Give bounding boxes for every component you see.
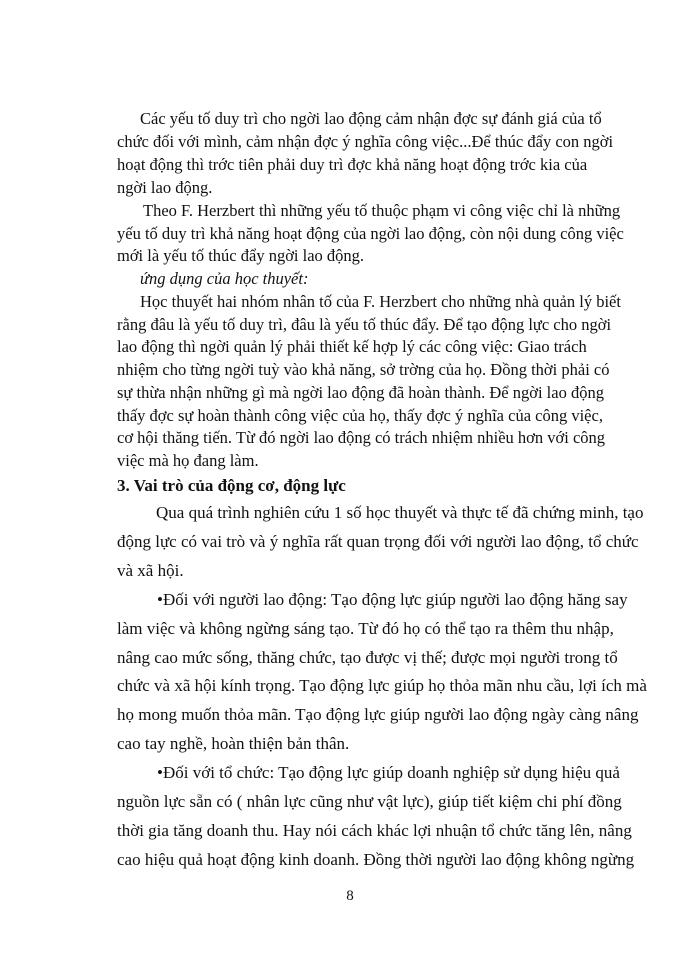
text-line: cao tay nghề, hoàn thiện bản thân. <box>117 734 350 753</box>
text-line: cơ hội thăng tiến. Từ đó ngời lao động có trách nhiệm nhiều hơn với công <box>117 428 606 447</box>
section-heading: 3. Vai trò của động cơ, động lực <box>117 476 346 495</box>
bullet-paragraph-line: •Đối với tổ chức: Tạo động lực giúp doanh nghiệp sử dụng hiệu quả <box>157 763 620 782</box>
text-line: làm việc và không ngừng sáng tạo. Từ đó họ có thể tạo ra thêm thu nhập, <box>117 619 614 638</box>
text-line: sự thừa nhận những gì mà ngời lao động đã hoàn thành. Để ngời lao động <box>117 383 604 402</box>
text-line: cao hiệu quả hoạt động kinh doanh. Đồng thời người lao động không ngừng <box>117 850 635 869</box>
text-line: Học thuyết hai nhóm nhân tố của F. Herzbert cho những nhà quản lý biết <box>140 292 621 311</box>
text-line: thấy đợc sự hoàn thành công việc của họ, thấy đợc ý nghĩa của công việc, <box>117 406 603 425</box>
subheading: ứng dụng của học thuyết: <box>140 269 309 288</box>
text-line: động lực có vai trò và ý nghĩa rất quan trọng đối với người lao động, tổ chức <box>117 532 639 551</box>
page-number: 8 <box>346 888 354 904</box>
text-line: và xã hội. <box>117 561 184 580</box>
text-line: hoạt động thì trớc tiên phải duy trì đợc khả năng hoạt động trớc kia của <box>117 155 588 174</box>
bullet-paragraph-line: •Đối với người lao động: Tạo động lực giúp người lao động hăng say <box>157 590 628 609</box>
text-line: mới là yếu tố thúc đẩy ngời lao động. <box>117 246 365 265</box>
text-line: Các yếu tố duy trì cho ngời lao động cảm nhận đợc sự đánh giá của tổ <box>140 109 602 128</box>
text-line: rằng đâu là yếu tố duy trì, đâu là yếu tố thúc đẩy. Để tạo động lực cho ngời <box>117 315 612 334</box>
text-line: chức đối với mình, cảm nhận đợc ý nghĩa công việc...Để thúc đẩy con ngời <box>117 132 614 151</box>
text-line: việc mà họ đang làm. <box>117 451 259 470</box>
text-line: yếu tố duy trì khả năng hoạt động của ngời lao động, còn nội dung công việc <box>117 224 624 243</box>
text-line: Theo F. Herzbert thì những yếu tố thuộc phạm vi công việc chỉ là những <box>143 201 621 220</box>
text-line: họ mong muốn thỏa mãn. Tạo động lực giúp người lao động ngày càng nâng <box>117 705 639 724</box>
text-line: lao động thì ngời quản lý phải thiết kế hợp lý các công việc: Giao trách <box>117 337 587 356</box>
text-line: thời gia tăng doanh thu. Hay nói cách khác lợi nhuận tổ chức tăng lên, nâng <box>117 821 632 840</box>
text-line: Qua quá trình nghiên cứu 1 số học thuyết và thực tế đã chứng minh, tạo <box>156 503 644 522</box>
text-line: chức và xã hội kính trọng. Tạo động lực giúp họ thỏa mãn nhu cầu, lợi ích mà <box>117 676 647 695</box>
text-line: nguồn lực sẵn có ( nhân lực cũng như vật lực), giúp tiết kiệm chi phí đồng <box>117 792 622 811</box>
text-line: ngời lao động. <box>117 178 213 197</box>
text-line: nâng cao mức sống, thăng chức, tạo được vị thế; được mọi người trong tổ <box>117 648 618 667</box>
text-line: nhiệm cho từng ngời tuỳ vào khả năng, sở trờng của họ. Đồng thời phải có <box>117 360 610 379</box>
